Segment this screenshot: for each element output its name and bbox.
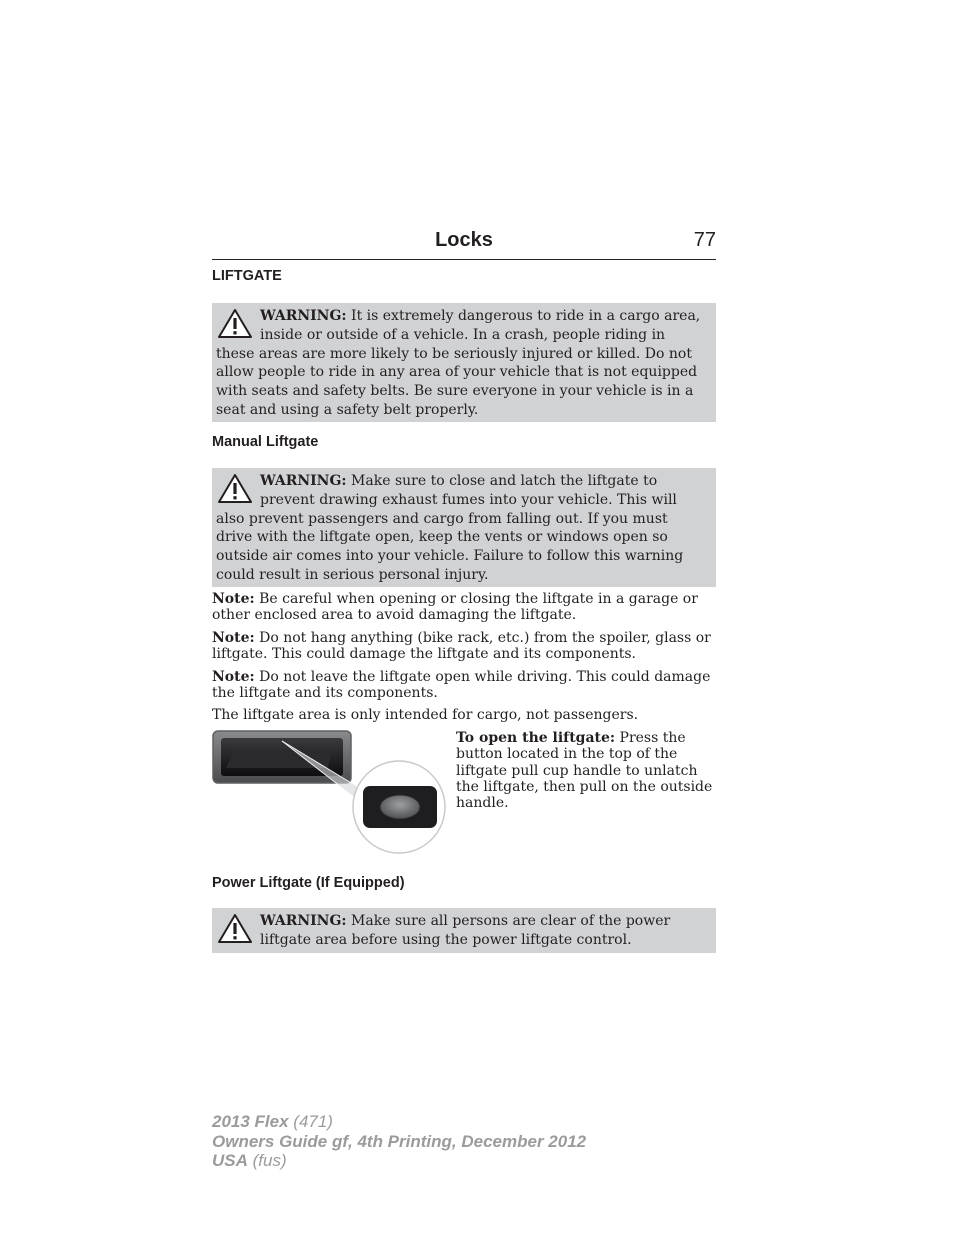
warning-box-cargo: [212, 303, 716, 422]
cargo-statement: The liftgate area is only intended for cargo, not passengers.: [212, 707, 639, 723]
chapter-title: Locks: [435, 229, 493, 251]
page-footer: [212, 1112, 586, 1171]
note-text: Do not leave the liftgate open while driving. This could damage the liftgate and its components.: [212, 669, 711, 701]
page-header: [212, 229, 716, 260]
warning-box-exhaust: [212, 468, 716, 587]
note-label: Note:: [212, 669, 255, 685]
note-text: Do not hang anything (bike rack, etc.) from the spoiler, glass or liftgate. This could damage the liftgate and its components.: [212, 630, 711, 662]
subheading-power-liftgate: Power Liftgate (If Equipped): [212, 875, 405, 891]
warning-label: WARNING:: [260, 913, 347, 929]
note-text: Be careful when opening or closing the liftgate in a garage or other enclosed area to avoid damaging the liftgate.: [212, 591, 698, 623]
note-label: Note:: [212, 630, 255, 646]
warning-triangle-icon: [217, 913, 253, 944]
warning-box-power-liftgate: [212, 908, 716, 953]
warning-text: Make sure all persons are clear of the power liftgate area before using the power liftgate control.: [260, 913, 671, 948]
subheading-manual-liftgate: Manual Liftgate: [212, 434, 319, 450]
footer-model-code: (471): [288, 1112, 333, 1131]
note-driving: [212, 669, 716, 701]
footer-region-code: (fus): [247, 1151, 287, 1170]
footer-guide: Owners Guide gf, 4th Printing, December 2012: [212, 1131, 587, 1151]
page-number: 77: [693, 229, 716, 251]
instruction-text: Press the button located in the top of the liftgate pull cup handle to unlatch the liftgate, then pull on the outside handle.: [456, 730, 713, 812]
open-liftgate-instruction: [456, 730, 718, 811]
warning-text: It is extremely dangerous to ride in a cargo area, inside or outside of a vehicle. In a crash, people riding in these areas are more likely to be seriously injured or killed. Do not allow people to ride in any area of your vehicle that is not equipped with seats and safety belts. Be sure everyone in your vehicle is in a seat and using a safety belt properly.: [216, 308, 701, 418]
warning-triangle-icon: [217, 473, 253, 504]
footer-model: 2013 Flex: [212, 1112, 289, 1131]
warning-triangle-icon: [217, 308, 253, 339]
liftgate-handle-illustration: [212, 728, 452, 858]
warning-label: WARNING:: [260, 473, 347, 489]
footer-region: USA: [212, 1151, 248, 1170]
note-spoiler: [212, 630, 716, 662]
note-garage: [212, 591, 716, 623]
section-heading: LIFTGATE: [212, 268, 282, 284]
note-label: Note:: [212, 591, 255, 607]
warning-text: Make sure to close and latch the liftgate to prevent drawing exhaust fumes into your vehicle. This will also prevent passengers and cargo from falling out. If you must drive with the liftgate open, keep the vents or windows open so outside air comes into your vehicle. Failure to follow this warning could result in serious personal injury.: [216, 473, 684, 583]
warning-label: WARNING:: [260, 308, 347, 324]
instruction-label: To open the liftgate:: [456, 730, 616, 746]
